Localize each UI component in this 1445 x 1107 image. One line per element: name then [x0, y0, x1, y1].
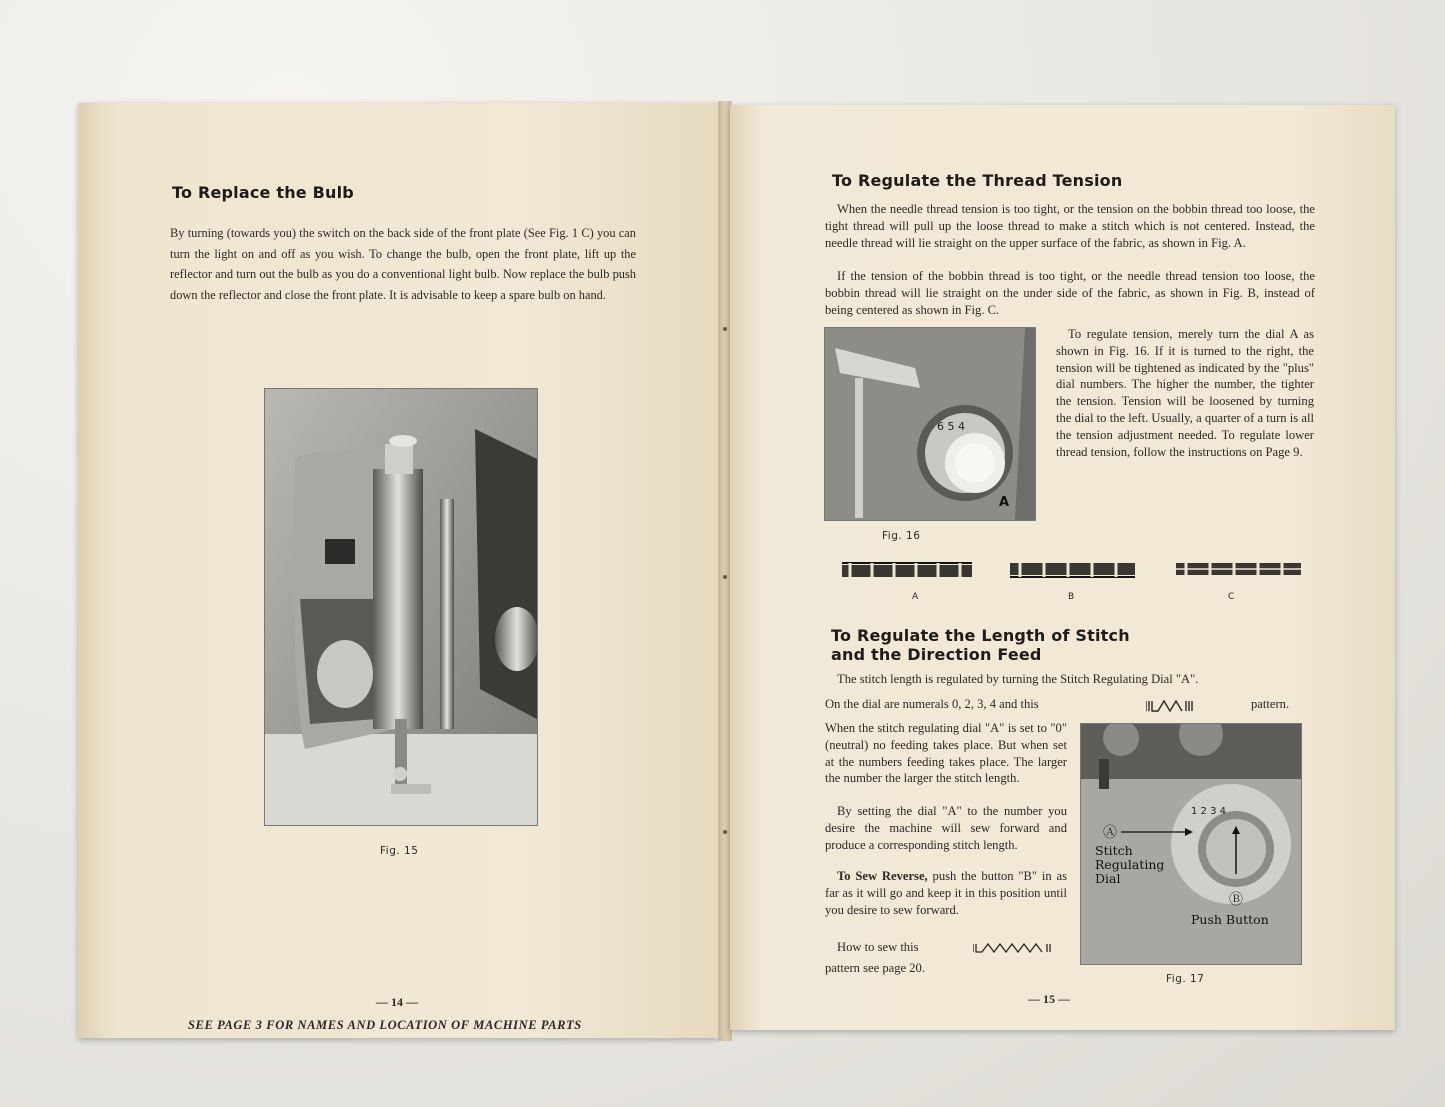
stitch-label-b: B	[1068, 592, 1075, 602]
stitch-length-heading-line2: and the Direction Feed	[831, 645, 1042, 664]
instruction-booklet	[68, 95, 1398, 1045]
fig15-photo	[264, 388, 538, 826]
tension-dial-numbers: 6 5 4	[937, 420, 965, 433]
stitch-length-heading-line1: To Regulate the Length of Stitch	[831, 626, 1130, 645]
stitch-length-paragraph-3: When the stitch regulating dial "A" is set to "0" (neutral) no feeding takes place. But when set at the numbers feeding takes place. The larger the number the larger the stitch length.	[825, 721, 1067, 786]
stitch-length-paragraph-2-start: On the dial are numerals 0, 2, 3, 4 and this	[825, 697, 1039, 711]
fig17-label-a: Ⓐ	[1103, 825, 1117, 841]
right-page	[730, 105, 1395, 1030]
tension-paragraph-1: When the needle thread tension is too tight, or the tension on the bobbin thread too loose, the tight thread will pull up the loose thread to make a stitch which is not centered. Instead, the needle thread will lie straight on the upper surface of the fabric, as shown in Fig. A.	[825, 202, 1315, 250]
how-to-sew-text: How to sew this	[837, 940, 919, 954]
fig17-photo	[1080, 723, 1302, 965]
zigzag-pattern-icon	[1146, 699, 1210, 713]
stitch-length-paragraph-1: The stitch length is regulated by turning the Stitch Regulating Dial "A".	[837, 672, 1199, 686]
stitch-diagram-a	[842, 557, 972, 583]
fig17-label-b: Ⓑ	[1229, 892, 1243, 908]
sew-reverse-lead: To Sew Reverse,	[837, 869, 928, 883]
stitch-length-heading	[831, 626, 1130, 664]
right-page-number: — 15 —	[1028, 992, 1070, 1006]
fig16-label-a: A	[999, 495, 1010, 510]
fig16-photo	[824, 327, 1036, 521]
bulb-heading: To Replace the Bulb	[172, 183, 354, 202]
sew-reverse-text: push the button "B" in as far as it will go and keep it in this position until you desire to sew forward.	[825, 869, 1067, 917]
tension-paragraph-2: If the tension of the bobbin thread is too tight, or the needle thread tension too loose, the bobbin thread will lie straight on the under side of the fabric, as shown in Fig. B, instead of being centered as shown in Fig. C.	[825, 269, 1315, 317]
stitch-dial-numbers: 1 2 3 4	[1191, 806, 1226, 817]
bulb-paragraph: By turning (towards you) the switch on the back side of the front plate (See Fig. 1 C) you can turn the light on and off as you wish. To change the bulb, open the front plate, lift up the reflector and turn out the bulb as you do a conventional light bulb. Now replace the bulb push down the reflector and close the front plate. It is advisable to keep a spare bulb on hand.	[170, 226, 636, 302]
fig17-caption: Fig. 17	[1166, 973, 1205, 985]
push-button-label: Push Button	[1191, 912, 1269, 927]
tension-heading: To Regulate the Thread Tension	[832, 171, 1123, 190]
sewing-machine-head-illustration	[265, 389, 537, 825]
stitch-regulating-dial-label: Stitch Regulating Dial	[1095, 844, 1165, 886]
zigzag-pattern-icon-2	[973, 942, 1053, 954]
stitch-dial-illustration	[1081, 724, 1301, 964]
staple-hole	[723, 575, 727, 579]
left-page	[78, 103, 718, 1038]
stitch-length-paragraph-4: By setting the dial "A" to the number you desire the machine will sew forward and produce a corresponding stitch length.	[825, 804, 1067, 852]
pattern-page-reference: pattern see page 20.	[825, 961, 926, 975]
stitch-length-paragraph-2-end: pattern.	[1251, 697, 1290, 711]
tension-paragraph-3: To regulate tension, merely turn the dial A as shown in Fig. 16. If it is turned to the right, the tension will be tightened as indicated by the "plus" dial numbers. The higher the number, the tighter the tension. Tension will be loosened by turning the dial to the left. Usually, a quarter of a turn is all the tension adjustment needed. To regulate lower thread tension, follow the instructions on Page 9.	[1056, 327, 1314, 459]
fig15-caption: Fig. 15	[380, 845, 419, 857]
sew-reverse-paragraph	[825, 868, 1067, 918]
stitch-label-a: A	[912, 592, 919, 602]
tension-dial-illustration	[825, 328, 1035, 520]
fig16-caption: Fig. 16	[882, 530, 921, 542]
staple-hole	[723, 327, 727, 331]
stitch-label-c: C	[1228, 592, 1235, 602]
stitch-diagram-c	[1176, 557, 1301, 583]
left-page-number: — 14 —	[376, 995, 418, 1009]
stitch-diagram-b	[1010, 557, 1135, 583]
staple-hole	[723, 830, 727, 834]
left-footer-note: SEE PAGE 3 FOR NAMES AND LOCATION OF MACHINE PARTS	[188, 1018, 582, 1032]
